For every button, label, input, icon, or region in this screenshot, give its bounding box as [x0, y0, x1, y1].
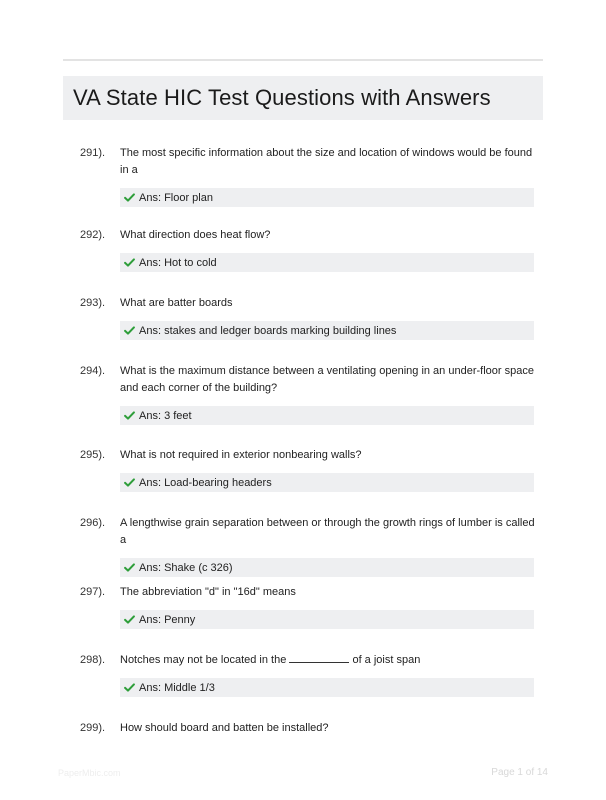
answer-text: Ans: Floor plan	[139, 191, 213, 204]
answer-box	[120, 406, 534, 425]
answer-text: Ans: Shake (c 326)	[139, 561, 233, 574]
question-text	[120, 652, 540, 669]
question-item	[80, 515, 540, 577]
answer-box	[120, 321, 534, 340]
question-item	[80, 584, 540, 629]
question-number: 298).	[80, 654, 106, 666]
answer-box	[120, 253, 534, 272]
answer-text: Ans: Hot to cold	[139, 256, 217, 269]
check-icon	[124, 410, 135, 421]
question-item	[80, 720, 540, 737]
question-item	[80, 145, 540, 207]
check-icon	[124, 325, 135, 336]
answer-text: Ans: Load-bearing headers	[139, 476, 272, 489]
answer-text: Ans: stakes and ledger boards marking building lines	[139, 324, 397, 337]
check-icon	[124, 477, 135, 488]
answer-box	[120, 188, 534, 207]
answer-text: Ans: Middle 1/3	[139, 681, 215, 694]
question-number: 296).	[80, 517, 106, 529]
question-item	[80, 447, 540, 492]
question-item	[80, 227, 540, 272]
question-text-after: of a joist span	[352, 654, 421, 666]
check-icon	[124, 562, 135, 573]
question-text: What is the maximum distance between a ventilating opening in an under-floor space and each corner of the building?	[120, 365, 534, 394]
question-number: 299).	[80, 722, 106, 734]
check-icon	[124, 614, 135, 625]
question-item	[80, 363, 540, 425]
question-number: 292).	[80, 229, 106, 241]
question-text: How should board and batten be installed?	[120, 722, 329, 734]
fill-in-blank	[289, 654, 349, 663]
question-text: The most specific information about the size and location of windows would be found in a	[120, 147, 533, 176]
question-number: 293).	[80, 297, 106, 309]
question-item	[80, 652, 540, 697]
question-text-before: Notches may not be located in the	[120, 654, 287, 666]
check-icon	[124, 257, 135, 268]
answer-text: Ans: 3 feet	[139, 409, 192, 422]
title-banner	[63, 76, 543, 120]
check-icon	[124, 192, 135, 203]
answer-box	[120, 610, 534, 629]
question-text: What are batter boards	[120, 297, 233, 309]
question-text: A lengthwise grain separation between or through the growth rings of lumber is called a	[120, 517, 535, 546]
answer-box	[120, 558, 534, 577]
question-number: 294).	[80, 365, 106, 377]
answer-box	[120, 473, 534, 492]
question-text: The abbreviation "d" in "16d" means	[120, 586, 296, 598]
page-number: Page 1 of 14	[491, 767, 548, 778]
answer-text: Ans: Penny	[139, 613, 196, 626]
question-text: What direction does heat flow?	[120, 229, 271, 241]
question-item	[80, 295, 540, 340]
question-number: 291).	[80, 147, 106, 159]
answer-box	[120, 678, 534, 697]
footer-site-watermark: PaperMbic.com	[58, 768, 121, 778]
question-number: 297).	[80, 586, 106, 598]
check-icon	[124, 682, 135, 693]
question-number: 295).	[80, 449, 106, 461]
top-divider	[63, 59, 543, 61]
question-text: What is not required in exterior nonbearing walls?	[120, 449, 362, 461]
page-title: VA State HIC Test Questions with Answers	[73, 85, 491, 110]
